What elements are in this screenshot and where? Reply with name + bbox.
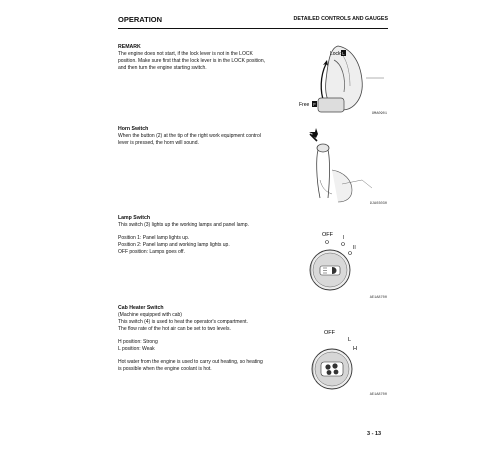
lamp-switch-figure xyxy=(280,222,388,300)
horn-section xyxy=(118,126,278,147)
page-header xyxy=(118,14,388,29)
lock-marker: L xyxy=(342,50,345,56)
figure-code: 9MA0901 xyxy=(371,112,387,116)
horn-text xyxy=(118,133,278,147)
heater-line: The flow rate of the hot air can be set to two levels. xyxy=(118,326,231,332)
remark-line: The engine does not start, if the lock lever is not in the LOCK xyxy=(118,51,253,57)
remark-title: REMARK xyxy=(118,44,141,50)
control-lever-illustration xyxy=(280,128,388,206)
heater-high-label: H xyxy=(353,346,357,352)
heater-off-label: OFF xyxy=(324,330,335,336)
figure-code: 9JA03030 xyxy=(369,202,387,206)
lamp-position: Position 2: Panel lamp and working lamp lights up. xyxy=(118,242,230,248)
lamp-intro xyxy=(118,222,278,229)
heater-section xyxy=(118,305,278,373)
position-1-label: I xyxy=(343,235,345,241)
free-marker: F xyxy=(313,101,316,107)
lock-lever-illustration xyxy=(280,40,388,116)
heater-line: (Machine equipped with cab) xyxy=(118,312,182,318)
heater-line: This switch (4) is used to heat the operator's compartment. xyxy=(118,319,248,325)
remark-line: position. Make sure first that the lock lever is in the LOCK position, xyxy=(118,58,266,64)
lamp-switch-illustration xyxy=(280,222,388,300)
heater-text xyxy=(118,312,278,333)
heater-note xyxy=(118,359,278,373)
heater-positions xyxy=(118,339,278,353)
heater-title: Cab Heater Switch xyxy=(118,305,164,311)
figure-code: AE1A8700 xyxy=(369,296,387,300)
heater-switch-figure xyxy=(280,315,388,397)
lock-label: Lock xyxy=(330,51,341,57)
heater-note-line: Hot water from the engine is used to carry out heating, so heating xyxy=(118,359,263,365)
horn-title: Horn Switch xyxy=(118,126,149,132)
chapter-title: OPERATION xyxy=(118,15,163,24)
horn-line: When the button (2) at the tip of the right work equipment control xyxy=(118,133,261,139)
free-label: Free xyxy=(299,102,310,108)
heater-switch-illustration xyxy=(280,315,388,397)
horn-line: lever is pressed, the horn will sound. xyxy=(118,140,199,146)
remark-section xyxy=(118,44,278,72)
off-label: OFF xyxy=(322,232,333,238)
heater-note-line: is possible when the engine coolant is hot. xyxy=(118,366,212,372)
remark-text xyxy=(118,51,278,72)
lamp-section xyxy=(118,215,278,256)
heater-low-label: L xyxy=(348,337,352,343)
lamp-positions xyxy=(118,235,278,256)
position-2-label: II xyxy=(353,245,356,251)
page-number: 3 - 13 xyxy=(367,431,382,437)
section-title: DETAILED CONTROLS AND GAUGES xyxy=(293,16,388,22)
heater-position: H position: Strong xyxy=(118,339,158,345)
lamp-position: OFF position: Lamps goes off. xyxy=(118,249,185,255)
horn-figure xyxy=(280,128,388,206)
lock-lever-figure xyxy=(280,40,388,116)
lamp-title: Lamp Switch xyxy=(118,215,150,221)
heater-position: L position: Weak xyxy=(118,346,155,352)
remark-line: and then turn the engine starting switch. xyxy=(118,65,207,71)
figure-code: AE1A8700 xyxy=(369,393,387,397)
lamp-position: Position 1: Panel lamp lights up. xyxy=(118,235,190,241)
lamp-line: This switch (3) lights up the working lamps and panel lamp. xyxy=(118,222,249,228)
